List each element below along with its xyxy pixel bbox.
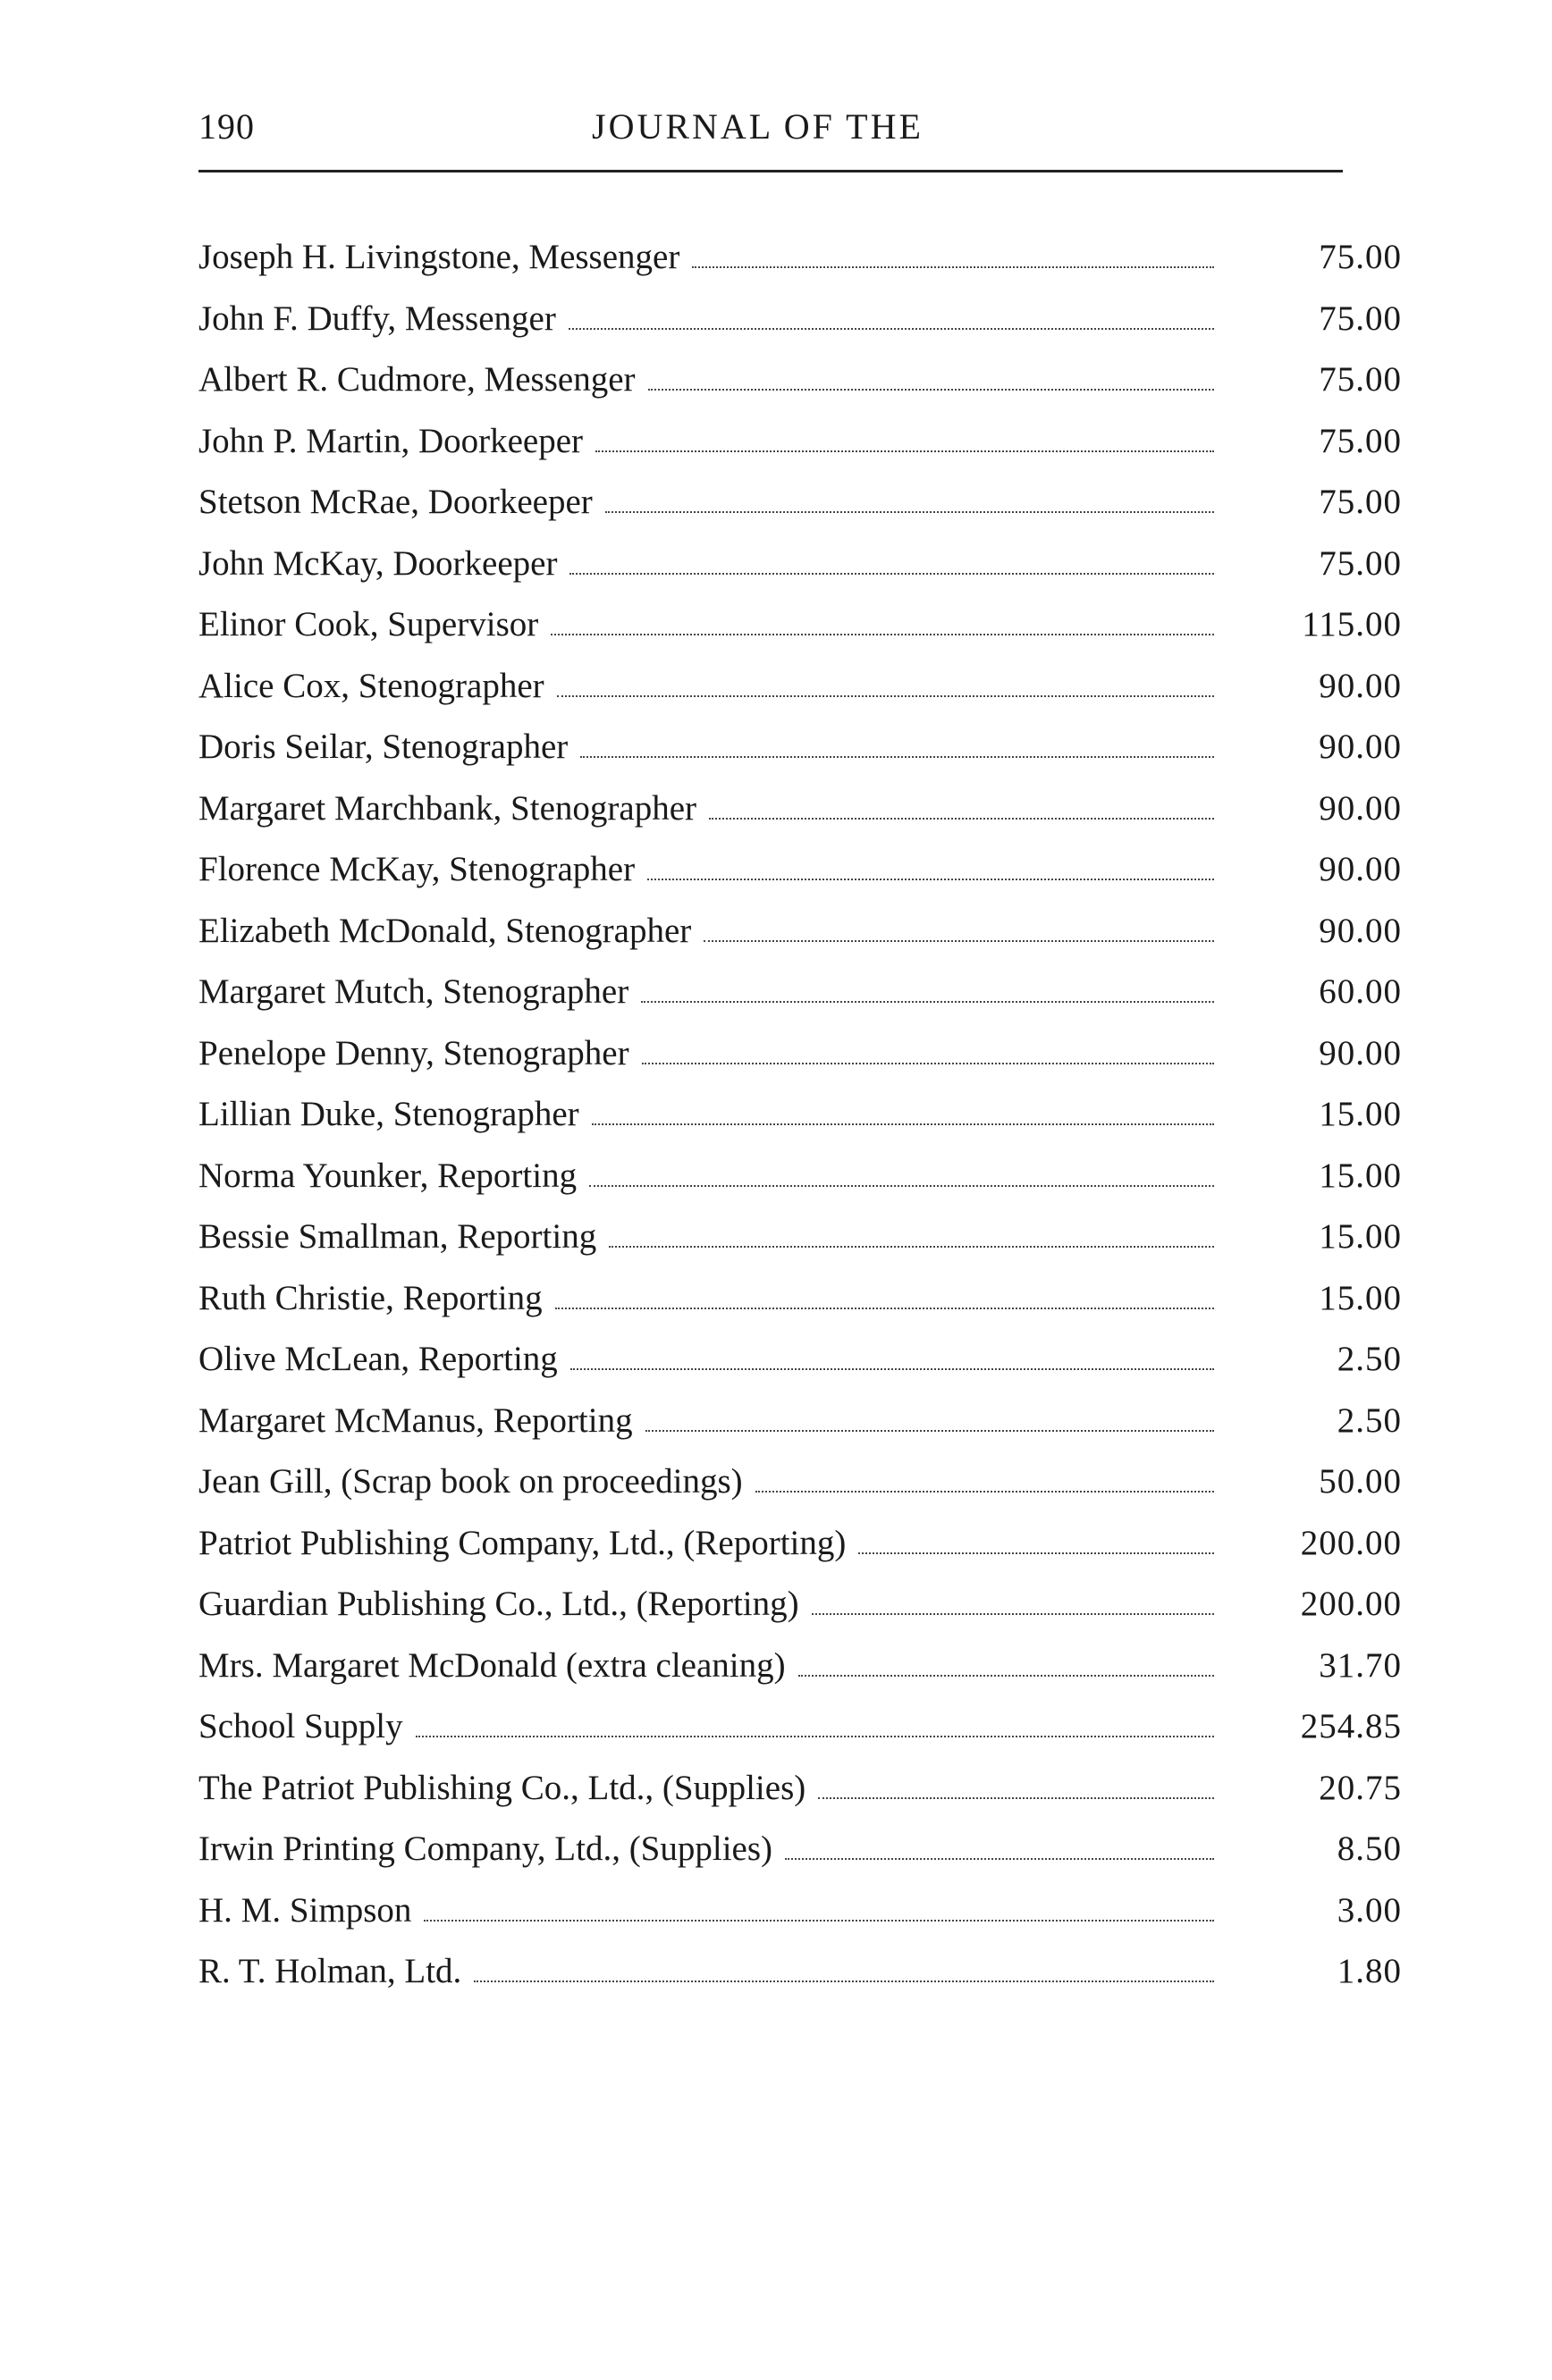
dot-leader bbox=[589, 1185, 1214, 1187]
entry-name: R. T. Holman, Ltd. bbox=[198, 1952, 462, 1990]
list-item bbox=[198, 1023, 1402, 1085]
list-item bbox=[198, 656, 1402, 718]
entry-description bbox=[198, 534, 1218, 595]
entry-amount: 60.00 bbox=[1319, 972, 1402, 1011]
entry-description bbox=[198, 656, 1218, 718]
dot-leader bbox=[818, 1797, 1214, 1799]
entry-name: Elizabeth McDonald, Stenographer bbox=[198, 911, 692, 950]
running-head: JOURNAL OF THE bbox=[592, 106, 924, 147]
dot-leader bbox=[555, 1308, 1214, 1309]
entry-amount: 15.00 bbox=[1319, 1278, 1402, 1317]
entry-amount: 75.00 bbox=[1319, 299, 1402, 338]
list-item bbox=[198, 594, 1402, 656]
entry-amount: 200.00 bbox=[1300, 1585, 1402, 1623]
entry-description bbox=[198, 594, 1218, 656]
dot-leader bbox=[557, 695, 1214, 697]
dot-leader bbox=[592, 1123, 1214, 1125]
entry-description bbox=[198, 227, 1218, 289]
entry-description bbox=[198, 1880, 1218, 1942]
entry-name: Elinor Cook, Supervisor bbox=[198, 605, 539, 643]
entry-amount: 15.00 bbox=[1319, 1156, 1402, 1195]
list-item bbox=[198, 1146, 1402, 1207]
entry-name: Ruth Christie, Reporting bbox=[198, 1278, 543, 1317]
dot-leader bbox=[642, 1063, 1214, 1064]
entry-name: John F. Duffy, Messenger bbox=[198, 299, 556, 338]
entry-amount: 1.80 bbox=[1337, 1952, 1402, 1990]
entry-name: Alice Cox, Stenographer bbox=[198, 666, 544, 705]
entry-name: Olive McLean, Reporting bbox=[198, 1340, 558, 1378]
dot-leader bbox=[709, 818, 1214, 820]
entry-amount: 90.00 bbox=[1319, 850, 1402, 888]
entry-amount: 2.50 bbox=[1337, 1400, 1402, 1440]
entry-amount: 2.50 bbox=[1337, 1340, 1402, 1378]
entry-description bbox=[198, 1696, 1218, 1758]
page-header bbox=[198, 105, 1396, 159]
list-item bbox=[198, 472, 1402, 534]
header-rule bbox=[198, 170, 1343, 172]
dot-leader bbox=[580, 756, 1214, 758]
list-item bbox=[198, 1391, 1402, 1452]
list-item bbox=[198, 411, 1402, 473]
list-item bbox=[198, 1329, 1402, 1391]
list-item bbox=[198, 1941, 1402, 2003]
list-item bbox=[198, 1696, 1402, 1758]
entry-name: Florence McKay, Stenographer bbox=[198, 850, 636, 888]
entry-name: Lillian Duke, Stenographer bbox=[198, 1095, 579, 1133]
dot-leader bbox=[798, 1675, 1214, 1677]
entry-amount: 75.00 bbox=[1319, 543, 1402, 583]
dot-leader bbox=[569, 573, 1214, 575]
dot-leader bbox=[692, 266, 1214, 268]
entry-description bbox=[198, 778, 1218, 840]
entry-amount: 50.00 bbox=[1319, 1462, 1402, 1501]
entry-name: John P. Martin, Doorkeeper bbox=[198, 421, 584, 460]
entry-description bbox=[198, 349, 1218, 411]
entry-amount: 3.00 bbox=[1337, 1890, 1402, 1930]
list-item bbox=[198, 901, 1402, 963]
entry-amount: 15.00 bbox=[1319, 1217, 1402, 1256]
entry-amount: 15.00 bbox=[1319, 1095, 1402, 1133]
entry-description bbox=[198, 1758, 1218, 1820]
dot-leader bbox=[605, 511, 1214, 513]
entry-description bbox=[198, 839, 1218, 901]
entry-description bbox=[198, 1207, 1218, 1268]
entry-description bbox=[198, 1819, 1218, 1880]
list-item bbox=[198, 1574, 1402, 1636]
list-item bbox=[198, 839, 1402, 901]
dot-leader bbox=[474, 1981, 1214, 1982]
list-item bbox=[198, 1268, 1402, 1330]
entry-description bbox=[198, 962, 1218, 1023]
entry-amount: 90.00 bbox=[1319, 727, 1402, 766]
entry-amount: 254.85 bbox=[1300, 1707, 1402, 1745]
list-item bbox=[198, 1819, 1402, 1880]
entry-amount: 90.00 bbox=[1319, 788, 1402, 828]
list-item bbox=[198, 778, 1402, 840]
entry-name: Joseph H. Livingstone, Messenger bbox=[198, 238, 680, 276]
entry-description bbox=[198, 1268, 1218, 1330]
entry-description bbox=[198, 289, 1218, 350]
list-item bbox=[198, 962, 1402, 1023]
entry-name: Penelope Denny, Stenographer bbox=[198, 1033, 629, 1072]
entry-name: Doris Seilar, Stenographer bbox=[198, 727, 569, 766]
dot-leader bbox=[648, 389, 1215, 391]
entry-name: Patriot Publishing Company, Ltd., (Reporting) bbox=[198, 1523, 847, 1562]
list-item bbox=[198, 1084, 1402, 1146]
entry-name: School Supply bbox=[198, 1707, 403, 1745]
entry-description bbox=[198, 1451, 1218, 1513]
dot-leader bbox=[785, 1858, 1214, 1860]
entry-amount: 20.75 bbox=[1319, 1768, 1402, 1807]
dot-leader bbox=[595, 450, 1214, 452]
list-item bbox=[198, 1636, 1402, 1697]
dot-leader bbox=[755, 1491, 1214, 1493]
entry-amount: 200.00 bbox=[1300, 1523, 1402, 1562]
entry-description bbox=[198, 717, 1218, 778]
dot-leader bbox=[570, 1368, 1214, 1370]
entry-name: Jean Gill, (Scrap book on proceedings) bbox=[198, 1462, 743, 1501]
entry-description bbox=[198, 411, 1218, 473]
list-item bbox=[198, 1880, 1402, 1942]
expense-list bbox=[198, 227, 1402, 2003]
dot-leader bbox=[424, 1920, 1214, 1922]
entry-amount: 8.50 bbox=[1337, 1829, 1402, 1868]
entry-amount: 31.70 bbox=[1319, 1645, 1402, 1685]
dot-leader bbox=[704, 940, 1214, 942]
entry-name: Margaret Mutch, Stenographer bbox=[198, 972, 629, 1011]
entry-description bbox=[198, 1941, 1218, 2003]
list-item bbox=[198, 1513, 1402, 1575]
entry-name: John McKay, Doorkeeper bbox=[198, 543, 558, 583]
entry-name: Mrs. Margaret McDonald (extra cleaning) bbox=[198, 1645, 786, 1685]
dot-leader bbox=[609, 1246, 1214, 1248]
list-item bbox=[198, 1758, 1402, 1820]
entry-name: H. M. Simpson bbox=[198, 1890, 412, 1930]
dot-leader bbox=[551, 634, 1214, 635]
entry-name: Bessie Smallman, Reporting bbox=[198, 1217, 597, 1256]
entry-name: Albert R. Cudmore, Messenger bbox=[198, 360, 636, 399]
dot-leader bbox=[569, 328, 1214, 330]
list-item bbox=[198, 1451, 1402, 1513]
entry-description bbox=[198, 901, 1218, 963]
entry-description bbox=[198, 472, 1218, 534]
entry-name: The Patriot Publishing Co., Ltd., (Supplies) bbox=[198, 1768, 806, 1807]
entry-name: Margaret McManus, Reporting bbox=[198, 1400, 633, 1440]
entry-name: Margaret Marchbank, Stenographer bbox=[198, 788, 696, 828]
entry-amount: 75.00 bbox=[1319, 421, 1402, 460]
entry-amount: 90.00 bbox=[1319, 666, 1402, 705]
entry-description bbox=[198, 1391, 1218, 1452]
dot-leader bbox=[647, 879, 1214, 880]
entry-description bbox=[198, 1513, 1218, 1575]
dot-leader bbox=[812, 1613, 1214, 1615]
list-item bbox=[198, 227, 1402, 289]
entry-description bbox=[198, 1636, 1218, 1697]
entry-name: Guardian Publishing Co., Ltd., (Reporting) bbox=[198, 1585, 799, 1623]
list-item bbox=[198, 289, 1402, 350]
list-item bbox=[198, 534, 1402, 595]
entry-amount: 90.00 bbox=[1319, 911, 1402, 950]
entry-name: Stetson McRae, Doorkeeper bbox=[198, 483, 593, 521]
entry-amount: 115.00 bbox=[1302, 605, 1402, 643]
list-item bbox=[198, 1207, 1402, 1268]
entry-amount: 75.00 bbox=[1319, 238, 1402, 276]
entry-amount: 75.00 bbox=[1319, 483, 1402, 521]
entry-amount: 75.00 bbox=[1319, 360, 1402, 399]
entry-description bbox=[198, 1146, 1218, 1207]
dot-leader bbox=[641, 1001, 1214, 1003]
page-number: 190 bbox=[198, 106, 255, 147]
list-item bbox=[198, 349, 1402, 411]
entry-description bbox=[198, 1084, 1218, 1146]
entry-name: Irwin Printing Company, Ltd., (Supplies) bbox=[198, 1829, 773, 1868]
entry-amount: 90.00 bbox=[1319, 1033, 1402, 1072]
entry-name: Norma Younker, Reporting bbox=[198, 1156, 578, 1195]
entry-description bbox=[198, 1574, 1218, 1636]
dot-leader bbox=[416, 1736, 1214, 1737]
entry-description bbox=[198, 1329, 1218, 1391]
entry-description bbox=[198, 1023, 1218, 1085]
list-item bbox=[198, 717, 1402, 778]
dot-leader bbox=[645, 1430, 1214, 1432]
dot-leader bbox=[858, 1552, 1214, 1554]
